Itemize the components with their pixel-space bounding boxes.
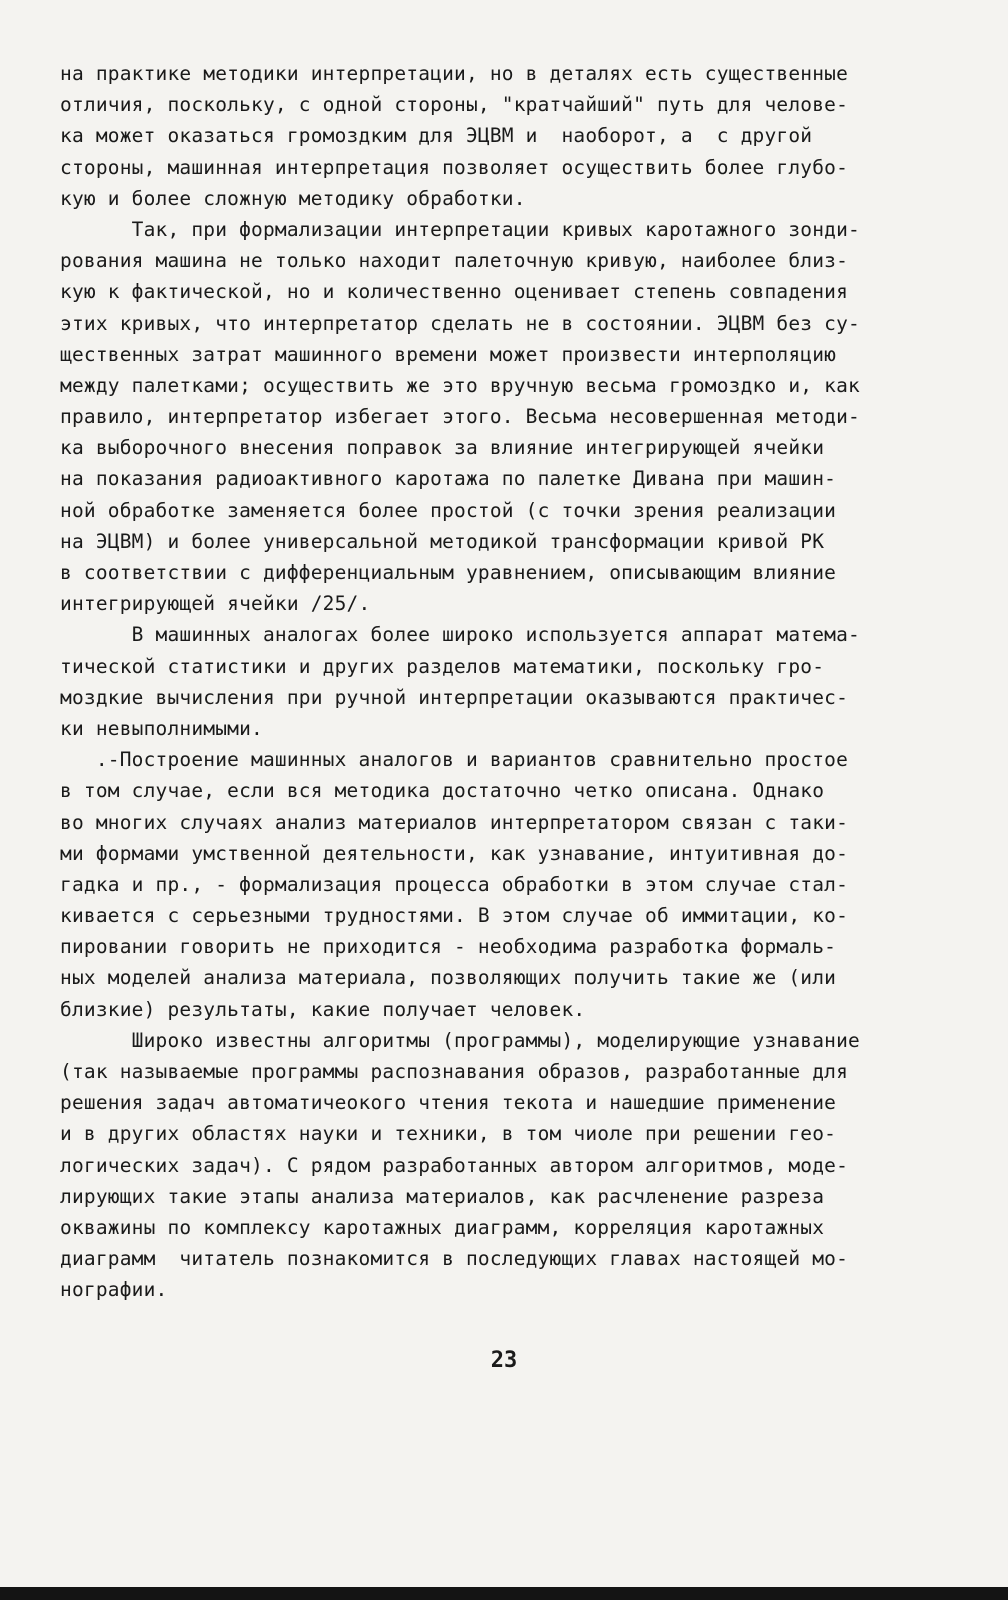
text-line: на ЭЦВМ) и более универсальной методикой трансформации кривой РК [60,529,825,553]
text-line: кивается с серьезными трудностями. В этом случае об иммитации, ко- [60,904,849,928]
text-line: интегрирующей ячейки /25/. [60,592,371,616]
page-number: 23 [490,1348,518,1373]
text-line: диаграмм читатель познакомится в последующих главах настоящей мо- [60,1247,849,1271]
text-line: лирующих такие этапы анализа материалов, как расчленение разреза [60,1184,825,1208]
text-line: логических задач). С рядом разработанных автором алгоритмов, моде- [60,1153,849,1177]
text-line: и в других областях науки и техники, в том чиоле при решении гео- [60,1122,837,1146]
body-text [60,58,940,1306]
text-line: Так, при формализации интерпретации кривых каротажного зонди- [60,217,860,241]
text-line: тической статистики и других разделов математики, поскольку гро- [60,654,825,678]
text-line: ка может оказаться громоздким для ЭЦВМ и наоборот, а с другой [60,124,813,148]
text-line: между палетками; осуществить же это вручную весьма громоздко и, как [60,373,860,397]
text-line: в том случае, если вся методика достаточно четко описана. Однако [60,779,825,803]
text-line: стороны, машинная интерпретация позволяет осуществить более глубо- [60,155,849,179]
text-line: (так называемые программы распознавания образов, разработанные для [60,1060,849,1083]
text-line: нографии. [60,1278,168,1302]
text-line: щественных затрат машинного времени может произвести интерполяцию [60,342,837,366]
text-line: .-Построение машинных аналогов и вариантов сравнительно простое [60,748,849,772]
text-line: ки невыполнимыми. [60,716,263,740]
text-line: кую к фактической, но и количественно оценивает степень совпадения [60,280,849,304]
text-line: пировании говорить не приходится - необходима разработка формаль- [60,935,837,959]
text-line: во многих случаях анализ материалов интерпретатором связан с таки- [60,810,849,834]
text-line: этих кривых, что интерпретатор сделать не в состоянии. ЭЦВМ без су- [60,311,860,335]
text-line: на показания радиоактивного каротажа по палетке Дивана при машин- [60,467,837,491]
text-line: в соответствии с дифференциальным уравнением, описывающим влияние [60,561,837,584]
text-line: кую и более сложную методику обработки. [60,186,526,210]
text-line: отличия, поскольку, с одной стороны, "кратчайший" путь для челове- [60,93,849,117]
text-line: Широко известны алгоритмы (программы), моделирующие узнавание [60,1028,860,1052]
text-line: ной обработке заменяется более простой (с точки зрения реализации [60,498,837,522]
text-line: гадка и пр., - формализация процесса обработки в этом случае стал- [60,872,849,896]
text-line: ми формами умственной деятельности, как узнавание, интуитивная до- [60,841,849,865]
text-line: моздкие вычисления при ручной интерпретации оказываются практичес- [60,685,849,709]
text-line: ных моделей анализа материала, позволяющих получить такие же (или [60,966,837,990]
text-line: рования машина не только находит палеточную кривую, наиболее близ- [60,249,849,273]
text-line: решения задач автоматичеокого чтения текота и нашедшие применение [60,1091,837,1115]
text-line: В машинных аналогах более широко используется аппарат матема- [60,623,860,647]
text-line: ка выборочного внесения поправок за влияние интегрирующей ячейки [60,436,825,460]
text-line: правило, интерпретатор избегает этого. Весьма несовершенная методи- [60,405,860,429]
scan-edge [0,1587,1008,1600]
text-line: близкие) результаты, какие получает человек. [60,997,586,1021]
text-line: окважины по комплексу каротажных диаграмм, корреляция каротажных [60,1215,825,1239]
text-line: на практике методики интерпретации, но в деталях есть существенные [60,62,849,85]
